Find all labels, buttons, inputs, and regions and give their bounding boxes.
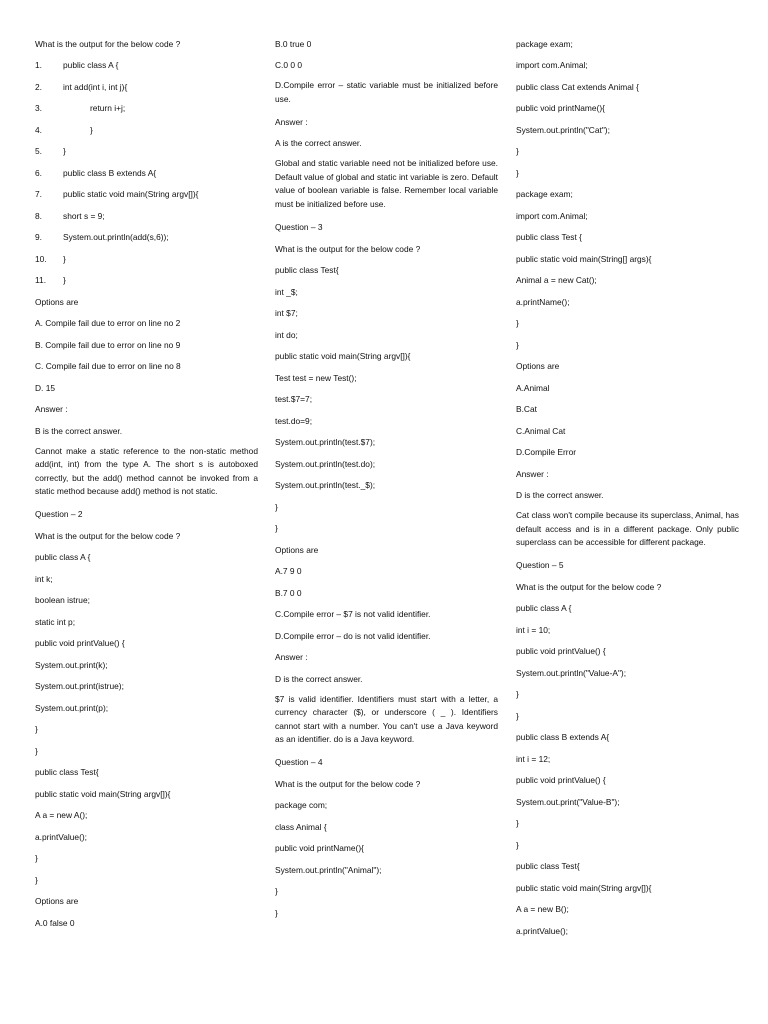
code-line <box>35 82 258 93</box>
explanation-paragraph: Cannot make a static reference to the non-static method add(int, int) from the type A. The short s is autoboxed correctly, but the add() method cannot be invoked from a static method because add() method is not static. <box>35 445 258 497</box>
text-line: C.0 0 0 <box>275 60 303 70</box>
text-line: Test test = new Test(); <box>275 372 357 383</box>
text-line: D is the correct answer. <box>516 490 604 500</box>
line-text: System.out.println(add(s,6)); <box>63 232 169 242</box>
text-line: System.out.println(test.do); <box>275 458 376 469</box>
text-line: public static void main(String argv[]){ <box>516 882 652 893</box>
explanation-paragraph: $7 is valid identifier. Identifiers must start with a letter, a currency character ($), or underscore ( _ ). Identifiers cannot start with a number. You can't use a Java keyword as an identifier. do is a Java keyword. <box>275 693 498 745</box>
text-line: import com.Animal; <box>516 60 588 70</box>
text-line: } <box>35 745 38 756</box>
code-line <box>35 211 258 222</box>
line-number: 9. <box>35 232 42 242</box>
text-line: test.do=9; <box>275 415 313 426</box>
text-line: public void printValue() { <box>516 775 606 786</box>
text-line: A a = new A(); <box>35 810 88 821</box>
text-line: System.out.print(p); <box>35 702 109 713</box>
text-line: D. 15 <box>35 382 56 393</box>
line-number: 1. <box>35 60 42 70</box>
text-line: What is the output for the below code ? <box>275 778 421 789</box>
line-text: public class B extends A{ <box>63 167 157 178</box>
text-line: int i = 10; <box>516 624 551 635</box>
text-line: } <box>516 146 519 156</box>
column-left <box>35 28 258 929</box>
text-line: Answer : <box>516 468 549 479</box>
text-line: C.Animal Cat <box>516 425 566 436</box>
text-line: public class Test{ <box>275 265 339 276</box>
text-line: D.Compile error – do is not valid identifier. <box>275 630 431 641</box>
text-line: package exam; <box>516 38 573 49</box>
text-line: B.7 0 0 <box>275 587 302 598</box>
line-text: } <box>63 253 66 264</box>
text-line: } <box>275 886 278 897</box>
text-line: Animal a = new Cat(); <box>516 275 597 285</box>
text-line: public class B extends A{ <box>516 732 610 743</box>
line-number: 10. <box>35 253 47 264</box>
text-line: } <box>516 167 519 178</box>
text-line: import com.Animal; <box>516 210 588 221</box>
text-line: System.out.print(istrue); <box>35 681 124 692</box>
column-right <box>516 28 739 937</box>
text-line: A is the correct answer. <box>275 138 362 149</box>
text-line: System.out.println("Value-A"); <box>516 667 627 678</box>
line-text: return i+j; <box>90 103 126 113</box>
text-line: public static void main(String[] args){ <box>516 253 652 264</box>
text-line: } <box>35 724 38 735</box>
code-line <box>35 254 258 265</box>
text-line: What is the output for the below code ? <box>35 530 181 541</box>
line-text: } <box>90 124 93 135</box>
text-line: A.0 false 0 <box>35 917 75 928</box>
text-line: } <box>35 853 38 864</box>
text-line: System.out.println(test._$); <box>275 480 376 491</box>
text-line: C. Compile fail due to error on line no 8 <box>35 361 181 371</box>
text-line: Options are <box>35 896 79 907</box>
text-line: D is the correct answer. <box>275 673 363 684</box>
text-line: A. Compile fail due to error on line no 2 <box>35 318 181 328</box>
code-line <box>35 125 258 136</box>
text-line: Options are <box>516 361 560 371</box>
text-line: What is the output for the below code ? <box>516 581 662 592</box>
text-line: package com; <box>275 800 328 811</box>
code-line <box>35 146 258 157</box>
text-line: public void printName(){ <box>516 103 605 113</box>
text-line: B is the correct answer. <box>35 425 123 436</box>
line-number: 6. <box>35 167 42 178</box>
text-line: D.Compile Error <box>516 447 577 457</box>
text-line: } <box>516 689 519 700</box>
code-line <box>35 168 258 179</box>
line-text: } <box>63 146 66 156</box>
text-line: Answer : <box>275 652 308 663</box>
code-line <box>35 103 258 114</box>
code-line <box>35 60 258 71</box>
text-line: System.out.println("Animal"); <box>275 864 382 875</box>
text-line: } <box>275 907 278 918</box>
line-number: 11. <box>35 275 47 285</box>
text-line: public void printValue() { <box>516 646 606 657</box>
text-line: System.out.print(k); <box>35 659 108 670</box>
text-line: int $7; <box>275 308 298 319</box>
code-line <box>35 232 258 243</box>
text-line: } <box>516 339 519 350</box>
text-line: a.printValue(); <box>516 925 568 936</box>
text-line: } <box>275 501 278 512</box>
text-line: int do; <box>275 329 298 340</box>
text-line: } <box>516 710 519 721</box>
text-line: public void printValue() { <box>35 638 125 649</box>
column-middle <box>275 28 498 919</box>
line-number: 5. <box>35 146 42 156</box>
text-line: B. Compile fail due to error on line no 9 <box>35 339 181 350</box>
text-line: } <box>35 874 38 885</box>
text-line: Answer : <box>275 116 308 127</box>
text-line: System.out.println("Cat"); <box>516 124 610 135</box>
text-line: Options are <box>35 296 79 307</box>
text-line: What is the output for the below code ? <box>275 243 421 254</box>
text-line: test.$7=7; <box>275 394 313 405</box>
explanation-paragraph: Cat class won't compile because its superclass, Animal, has default access and is in a different package. Only public superclass can be accessible for different package. <box>516 510 739 548</box>
text-line: int _$; <box>275 286 298 297</box>
code-line <box>35 275 258 286</box>
line-number: 8. <box>35 210 42 221</box>
text-line: int i = 12; <box>516 753 551 764</box>
text-line: static int p; <box>35 616 76 627</box>
text-line: Question – 2 <box>35 509 83 520</box>
text-line: What is the output for the below code ? <box>35 38 181 49</box>
text-line: public class A { <box>516 603 572 614</box>
text-line: int k; <box>35 573 53 584</box>
explanation-paragraph: Global and static variable need not be initialized before use. Default value of global and static int variable is zero. Default value of boolean variable is false. Remember local variable must be initialized before use. <box>275 158 498 209</box>
text-line: Question – 5 <box>516 560 564 571</box>
text-line: Question – 3 <box>275 222 323 233</box>
line-number: 7. <box>35 189 42 199</box>
text-line: C.Compile error – $7 is not valid identifier. <box>275 609 431 620</box>
line-number: 2. <box>35 81 42 92</box>
text-line: public class Test { <box>516 232 582 242</box>
explanation-paragraph: D.Compile error – static variable must be initialized before use. <box>275 80 498 104</box>
line-text: public class A { <box>63 60 119 70</box>
text-line: A.Animal <box>516 382 550 393</box>
text-line: a.printName(); <box>516 296 570 307</box>
line-number: 3. <box>35 103 42 113</box>
text-line: boolean istrue; <box>35 595 90 606</box>
text-line: Question – 4 <box>275 757 323 768</box>
text-line: B.Cat <box>516 404 537 414</box>
text-line: public void printName(){ <box>275 843 364 854</box>
text-line: System.out.print("Value-B"); <box>516 796 620 807</box>
text-line: package exam; <box>516 189 573 199</box>
text-line: } <box>516 318 519 328</box>
text-line: public class A { <box>35 552 91 563</box>
text-line: public class Cat extends Animal { <box>516 81 639 92</box>
line-text: short s = 9; <box>63 210 105 221</box>
text-line: A.7 9 0 <box>275 566 302 577</box>
text-line: public static void main(String argv[]){ <box>275 351 411 362</box>
text-line: class Animal { <box>275 821 327 832</box>
text-line: Options are <box>275 544 319 555</box>
text-line: a.printValue(); <box>35 831 87 842</box>
line-text: } <box>63 275 66 285</box>
text-line: } <box>275 523 278 534</box>
line-text: public static void main(String argv[]){ <box>63 189 199 199</box>
code-line <box>35 189 258 200</box>
text-line: B.0 true 0 <box>275 38 312 49</box>
text-line: public class Test{ <box>516 861 580 872</box>
text-line: Answer : <box>35 404 68 414</box>
text-line: System.out.println(test.$7); <box>275 437 376 448</box>
text-line: public class Test{ <box>35 767 99 778</box>
line-text: int add(int i, int j){ <box>63 81 128 92</box>
text-line: } <box>516 818 519 829</box>
text-line: public static void main(String argv[]){ <box>35 788 171 799</box>
line-number: 4. <box>35 124 42 135</box>
text-line: A a = new B(); <box>516 904 569 915</box>
text-line: } <box>516 839 519 850</box>
